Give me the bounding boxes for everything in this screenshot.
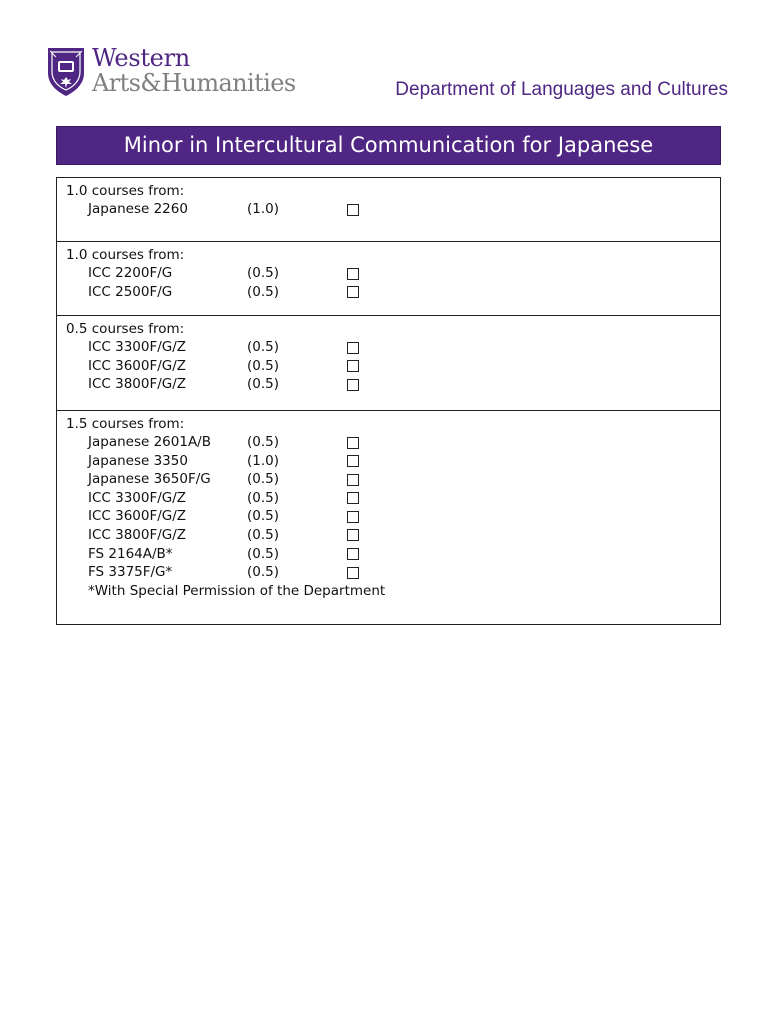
course-name: ICC 2500F/G [88,283,173,300]
course-checkbox[interactable] [347,548,359,560]
page-title: Minor in Intercultural Communication for Japanese [56,126,721,165]
course-credit: (0.5) [247,471,280,488]
course-credit: (0.5) [247,357,280,374]
requirement-section [57,178,720,241]
course-credit: (1.0) [247,201,280,217]
course-checkbox[interactable] [347,529,359,541]
course-credit: (0.5) [247,508,280,525]
requirements-table [56,177,721,625]
course-row [66,545,720,564]
course-checkbox[interactable] [347,437,359,449]
course-credit: (0.5) [247,489,280,506]
special-permission-note: *With Special Permission of the Department [88,582,386,599]
course-name: Japanese 3350 [88,452,188,469]
course-credit: (0.5) [247,545,280,562]
course-name: ICC 3300F/G/Z [88,339,187,355]
course-row [66,470,720,489]
section-heading: 0.5 courses from: [66,321,185,337]
course-credit: (1.0) [247,452,280,469]
course-credit: (0.5) [247,434,280,450]
western-logo [46,45,296,97]
course-row [66,338,720,357]
course-row [66,526,720,545]
course-row [66,200,720,219]
course-row [66,264,720,283]
course-row [66,375,720,394]
course-checkbox[interactable] [347,511,359,523]
course-name: ICC 3600F/G/Z [88,357,187,374]
course-name: ICC 3800F/G/Z [88,526,187,543]
course-row [66,507,720,526]
course-credit: (0.5) [247,265,280,281]
course-row [66,433,720,452]
logo-faculty-text: Arts&Humanities [92,69,296,97]
course-name: Japanese 3650F/G [88,471,211,488]
course-row [66,283,720,302]
course-credit: (0.5) [247,376,280,393]
logo-western-text: Western [92,44,190,72]
course-credit: (0.5) [247,526,280,543]
department-name: Department of Languages and Cultures [395,79,728,100]
course-name: FS 2164A/B* [88,545,173,562]
course-checkbox[interactable] [347,379,359,391]
course-checkbox[interactable] [347,455,359,467]
requirement-section [57,410,720,624]
course-checkbox[interactable] [347,268,359,280]
requirement-section [57,241,720,315]
course-checkbox[interactable] [347,360,359,372]
course-checkbox[interactable] [347,567,359,579]
course-row [66,563,720,582]
western-shield-icon [46,45,86,97]
course-credit: (0.5) [247,339,280,355]
section-heading: 1.5 courses from: [66,416,185,432]
course-name: ICC 3600F/G/Z [88,508,187,525]
course-row [66,489,720,508]
course-name: ICC 3300F/G/Z [88,489,187,506]
course-checkbox[interactable] [347,204,359,216]
course-row [66,357,720,376]
section-heading: 1.0 courses from: [66,247,185,263]
course-checkbox[interactable] [347,492,359,504]
course-name: FS 3375F/G* [88,564,173,581]
course-name: Japanese 2260 [88,201,188,217]
course-row [66,452,720,471]
course-credit: (0.5) [247,283,280,300]
course-credit: (0.5) [247,564,280,581]
course-name: ICC 3800F/G/Z [88,376,187,393]
requirement-section [57,315,720,410]
course-checkbox[interactable] [347,286,359,298]
course-checkbox[interactable] [347,474,359,486]
section-heading: 1.0 courses from: [66,183,185,199]
course-name: ICC 2200F/G [88,265,173,281]
course-checkbox[interactable] [347,342,359,354]
course-name: Japanese 2601A/B [88,434,211,450]
